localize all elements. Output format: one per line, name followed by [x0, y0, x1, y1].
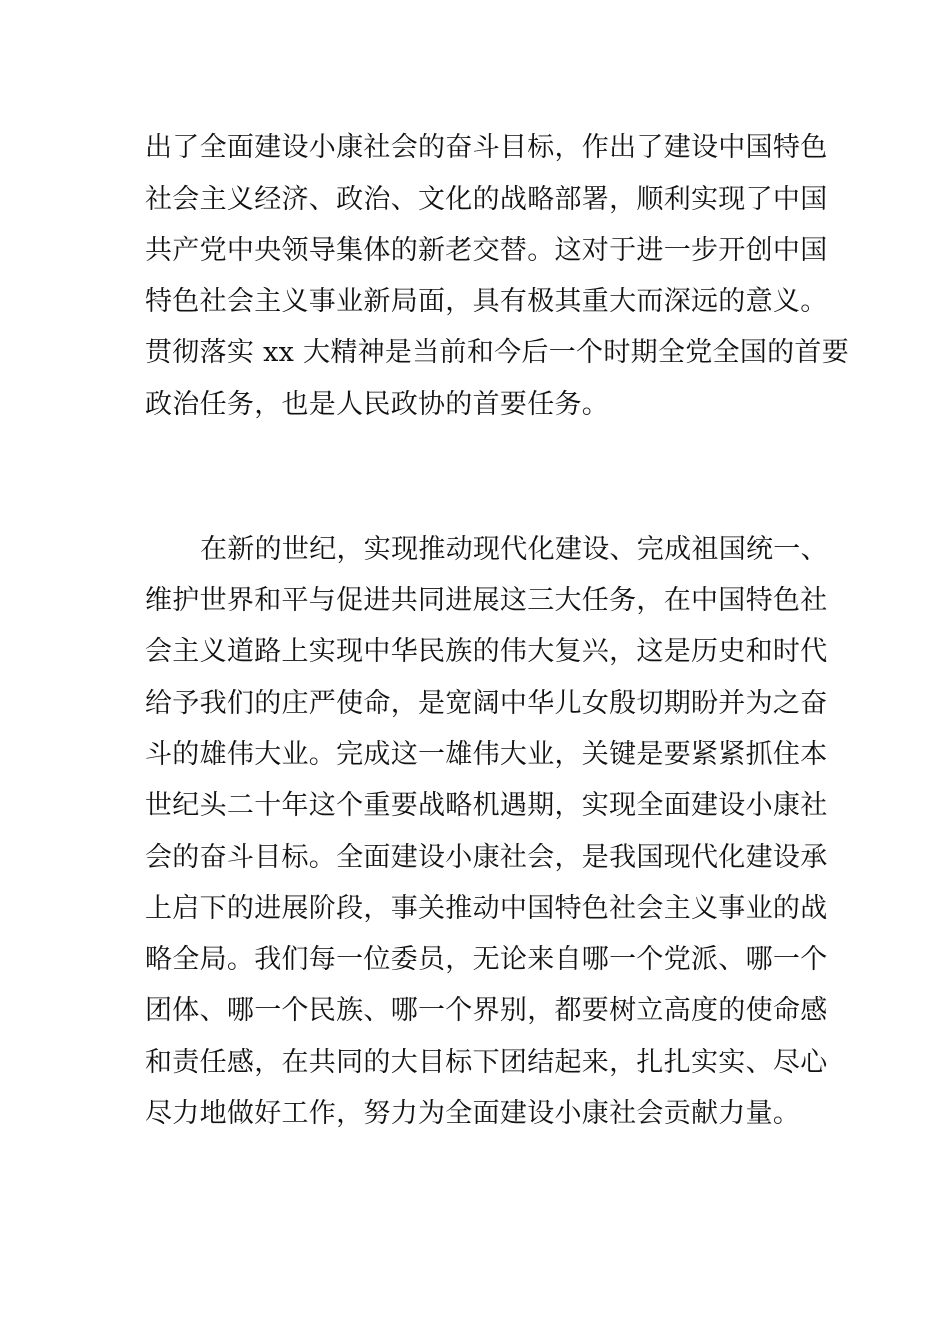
paragraph-line: 政治任务，也是人民政协的首要任务。: [145, 389, 610, 420]
paragraph-line: 和责任感，在共同的大目标下团结起来，扎扎实实、尽心: [145, 1047, 828, 1078]
paragraph-line: 会主义道路上实现中华民族的伟大复兴，这是历史和时代: [145, 636, 828, 667]
paragraph-line: 特色社会主义事业新局面，具有极其重大而深远的意义。: [145, 286, 828, 317]
paragraph-line: 团体、哪一个民族、哪一个界别，都要树立高度的使命感: [145, 995, 828, 1026]
paragraph-line: 给予我们的庄严使命，是宽阔中华儿女殷切期盼并为之奋: [145, 688, 828, 719]
paragraph-line: 上启下的进展阶段，事关推动中国特色社会主义事业的战: [145, 893, 828, 924]
paragraph-line: 尽力地做好工作，努力为全面建设小康社会贡献力量。: [145, 1098, 801, 1129]
paragraph-line: 社会主义经济、政治、文化的战略部署，顺利实现了中国: [145, 184, 828, 215]
paragraph-line: 斗的雄伟大业。完成这一雄伟大业，关键是要紧紧抓住本: [145, 739, 828, 770]
paragraph-line: 会的奋斗目标。全面建设小康社会，是我国现代化建设承: [145, 842, 828, 873]
paragraph-line: 略全局。我们每一位委员，无论来自哪一个党派、哪一个: [145, 944, 828, 975]
paragraph-line: 维护世界和平与促进共同进展这三大任务，在中国特色社: [145, 585, 828, 616]
paragraph-line: 共产党中央领导集体的新老交替。这对于进一步开创中国: [145, 235, 828, 266]
paragraph-line: 世纪头二十年这个重要战略机遇期，实现全面建设小康社: [145, 790, 828, 821]
paragraph-line: 在新的世纪，实现推动现代化建设、完成祖国统一、: [200, 534, 828, 565]
paragraph-line: 贯彻落实 xx 大精神是当前和今后一个时期全党全国的首要: [145, 337, 850, 368]
paragraph-line: 出了全面建设小康社会的奋斗目标，作出了建设中国特色: [145, 132, 828, 163]
